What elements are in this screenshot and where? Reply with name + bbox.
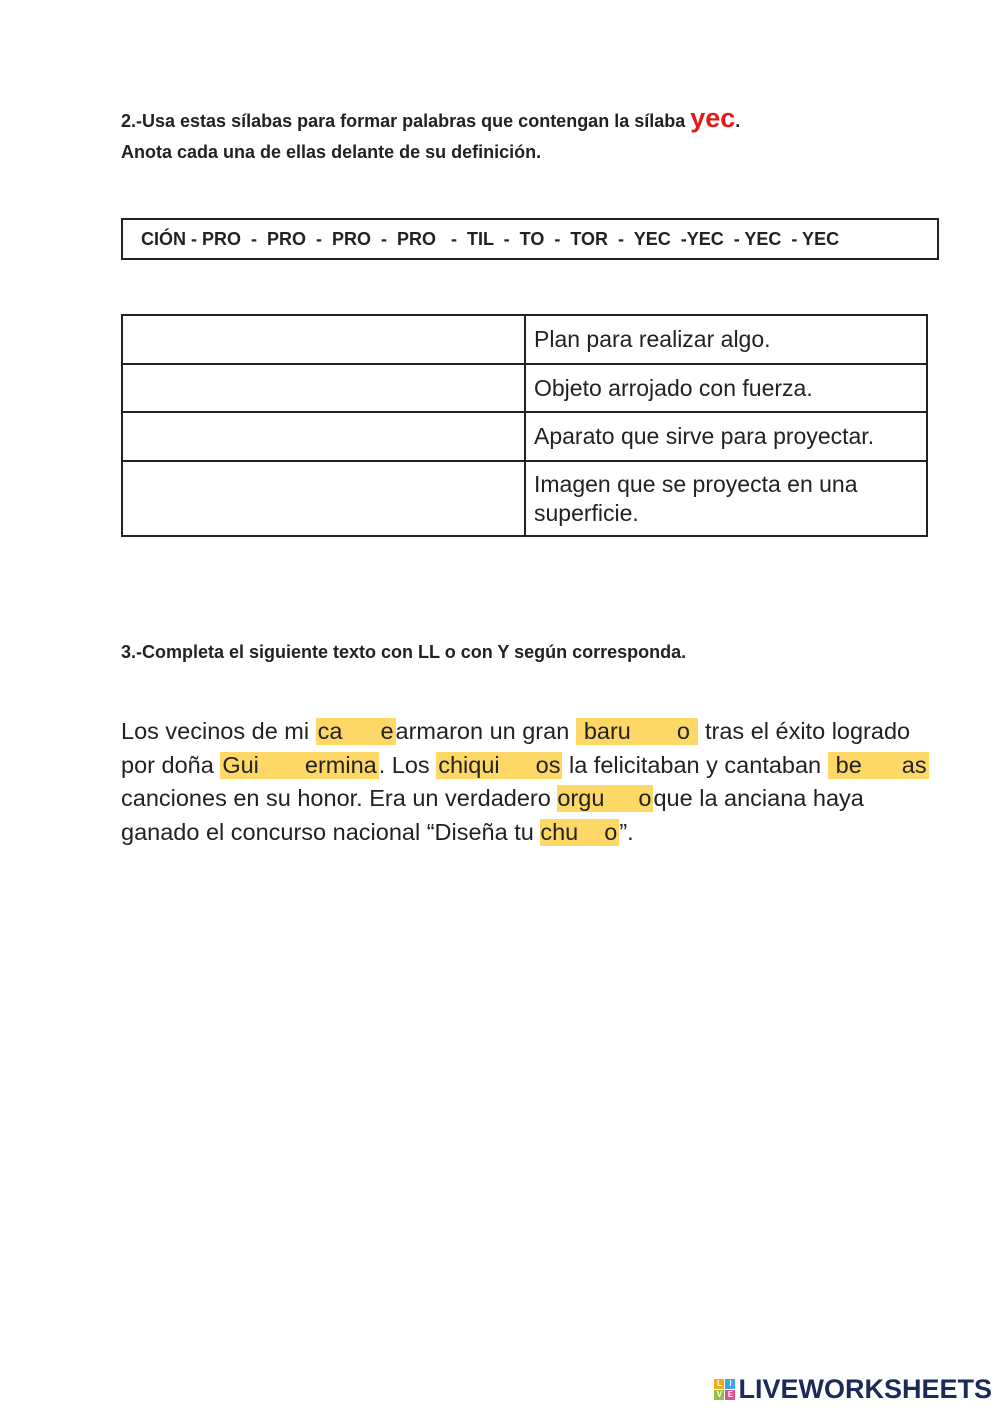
- gap-suffix: e: [380, 718, 394, 744]
- gap-suffix: o: [638, 785, 652, 811]
- gap-suffix: as: [901, 751, 927, 778]
- table-row: [122, 461, 927, 536]
- text-segment: Los vecinos de mi: [121, 718, 316, 744]
- answer-input-4[interactable]: [123, 485, 524, 513]
- text-segment: tras el éxito logrado por doña: [121, 718, 911, 778]
- instruction-line-2: Anota cada una de ellas delante de su definición.: [121, 142, 542, 162]
- target-syllable: yec: [690, 103, 736, 133]
- answer-cell[interactable]: [122, 461, 525, 536]
- instruction-text: 2.-Usa estas sílabas para formar palabras que contengan la sílaba: [121, 111, 691, 131]
- text-segment: . Los: [378, 751, 437, 778]
- definition-cell: Plan para realizar algo.: [525, 315, 927, 364]
- answer-input-2[interactable]: [123, 374, 524, 402]
- gap-prefix: chu: [540, 818, 579, 845]
- liveworksheets-logo: [714, 1374, 992, 1405]
- fill-in-paragraph: [121, 715, 941, 849]
- logo-letter: I: [725, 1379, 735, 1389]
- gap-field[interactable]: [557, 785, 653, 812]
- answer-input-3[interactable]: [123, 423, 524, 451]
- syllable-box: [121, 218, 939, 260]
- gap-suffix: ermina: [304, 751, 377, 778]
- gap-field[interactable]: [316, 718, 396, 745]
- gap-prefix: chiqui: [438, 751, 500, 778]
- gap-field[interactable]: [220, 752, 378, 779]
- gap-prefix: baru: [583, 718, 631, 744]
- gap-prefix: orgu: [557, 785, 605, 811]
- gap-prefix: be: [835, 751, 862, 778]
- logo-icon: [714, 1379, 735, 1400]
- instruction-period: .: [735, 111, 741, 131]
- table-row: [122, 315, 927, 364]
- gap-prefix: ca: [317, 718, 343, 744]
- answer-input-1[interactable]: [123, 326, 524, 354]
- gap-suffix: os: [535, 751, 561, 778]
- definition-cell: Aparato que sirve para proyectar.: [525, 412, 927, 461]
- syllable-list: CIÓN - PRO - PRO - PRO - PRO - TIL - TO - TOR - YEC -YEC - YEC - YEC: [141, 228, 840, 249]
- text-segment: canciones en su honor. Era un verdadero: [121, 785, 558, 811]
- table-row: [122, 412, 927, 461]
- text-segment: ”.: [619, 818, 634, 845]
- gap-field[interactable]: [436, 752, 562, 779]
- answer-cell[interactable]: [122, 412, 525, 461]
- gap-field[interactable]: [828, 752, 929, 779]
- logo-letter: L: [714, 1379, 724, 1389]
- definition-cell: Imagen que se proyecta en una superficie.: [525, 461, 927, 536]
- exercise-2-instruction: [121, 103, 740, 168]
- gap-suffix: o: [604, 818, 618, 845]
- logo-text: LIVEWORKSHEETS: [738, 1374, 992, 1404]
- gap-suffix: o: [676, 718, 690, 744]
- gap-prefix: Gui: [222, 751, 259, 778]
- answer-cell[interactable]: [122, 315, 525, 364]
- text-segment: la felicitaban y cantaban: [562, 751, 828, 778]
- definitions-table: [121, 314, 928, 537]
- gap-field[interactable]: [540, 819, 619, 846]
- answer-cell[interactable]: [122, 364, 525, 412]
- exercise-3-instruction: 3.-Completa el siguiente texto con LL o con Y según corresponda.: [121, 642, 687, 662]
- table-row: [122, 364, 927, 412]
- gap-field[interactable]: [576, 718, 699, 745]
- logo-letter: V: [714, 1390, 724, 1400]
- text-segment: armaron un gran: [395, 718, 576, 744]
- text-segment: que la anciana haya ganado el concurso nacional “Diseña tu: [121, 785, 864, 845]
- logo-letter: E: [725, 1390, 735, 1400]
- definition-cell: Objeto arrojado con fuerza.: [525, 364, 927, 412]
